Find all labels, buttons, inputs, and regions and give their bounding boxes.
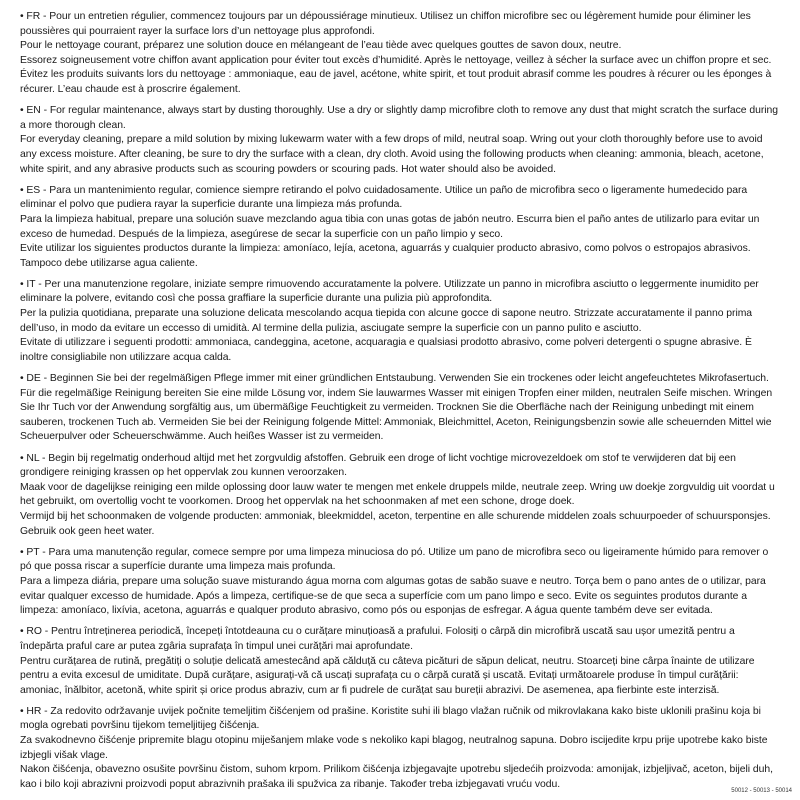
nl-paragraph-1: • NL - Begin bij regelmatig onderhoud altijd met het zorgvuldig afstoffen. Gebruik een droge of licht vochtige microvezeldoek om stof te verwijderen dat bij een grondigere reiniging krassen op het oppervlak zou kunnen veroorzaken. <box>20 452 736 479</box>
it-paragraph-3: Evitate di utilizzare i seguenti prodotti: ammoniaca, candeggina, acetone, acquaragia e qualsiasi prodotto abrasivo, come polveri detergenti o spugne abrasive. È inoltre consigliabile non utilizzare acqua calda. <box>20 337 752 363</box>
nl-paragraph-3: Vermijd bij het schoonmaken de volgende producten: ammoniak, bleekmiddel, aceton, terpentine en alle schurende middelen zoals schuurpoeder of schuursponsjes. Gebruik ook geen heet water. <box>20 510 771 537</box>
es-paragraph-3: Evite utilizar los siguientes productos durante la limpieza: amoníaco, lejía, acetona, aguarrás y cualquier producto abrasivo, como polvos o estropajos abrasivos. Tampoco debe utilizarse agua caliente. <box>20 243 751 269</box>
section-de <box>20 372 780 445</box>
es-paragraph-1: • ES - Para un mantenimiento regular, comience siempre retirando el polvo cuidadosamente. Utilice un paño de microfibra seco o ligeramente humedecido para eliminar el polvo que pudiera rayar la superficie durante una limpieza más profunda. <box>20 184 748 211</box>
instructions-document <box>20 10 780 799</box>
section-nl <box>20 452 780 540</box>
section-hr <box>20 705 780 793</box>
section-en <box>20 104 780 177</box>
it-paragraph-2: Per la pulizia quotidiana, preparate una soluzione delicata mescolando acqua tiepida con alcune gocce di sapone neutro. Strizzate accuratamente il panno prima dell’uso, in modo da evitare un eccesso di umidità. Al termine della pulizia, asciugate sempre la superficie con un panno pulito e asciutto. <box>20 308 753 334</box>
section-fr <box>20 10 780 98</box>
fr-paragraph-3: Essorez soigneusement votre chiffon avant application pour éviter tout excès d’humidité. Après le nettoyage, veillez à sécher la surface avec un chiffon propre et sec. Évitez les produits suivants lors du nettoyage : ammoniaque, eau de javel, acétone, white spirit, et tout produit abrasif comme les poudres à récurer ou les éponges à récurer. L’eau chaude est à proscrire également. <box>20 54 772 95</box>
fr-paragraph-1: • FR - Pour un entretien régulier, commencez toujours par un dépoussiérage minutieux. Utilisez un chiffon microfibre sec ou légèrement humide pour éliminer les poussières qui pourraient rayer la surface lors d’un nettoyage plus approfondi. <box>20 11 751 37</box>
nl-paragraph-2: Maak voor de dagelijkse reiniging een milde oplossing door lauw water te mengen met enkele druppels milde, neutrale zeep. Wring uw doekje zorgvuldig uit voordat u het gebruikt, om overtollig vocht te voorkomen. Droog het oppervlak na het schoonmaken af met een schone, droge doek. <box>20 481 775 508</box>
section-ro <box>20 625 780 698</box>
ro-paragraph-1: • RO - Pentru întreținerea periodică, începeți întotdeauna cu o curățare minuțioasă a prafului. Folosiți o cârpă din microfibră uscată sau ușor umezită pentru a îndepărta praful care ar putea zgâria suprafața în timpul unei curățări mai aprofundate. <box>20 626 735 652</box>
pt-paragraph-1: • PT - Para uma manutenção regular, comece sempre por uma limpeza minuciosa do pó. Utilize um pano de microfibra seco ou ligeiramente húmido para remover o pó que possa riscar a superfície durante uma limpeza mais profunda. <box>20 546 769 573</box>
de-paragraph-1: • DE - Beginnen Sie bei der regelmäßigen Pflege immer mit einer gründlichen Entstaubung. Verwenden Sie ein trockenes oder leicht angefeuchtetes Mikrofasertuch. <box>20 373 769 385</box>
section-es <box>20 184 780 272</box>
fr-paragraph-2: Pour le nettoyage courant, préparez une solution douce en mélangeant de l’eau tiède avec quelques gouttes de savon doux, neutre. <box>20 40 622 52</box>
product-codes-footer: 50012 - 50013 - 50014 <box>731 788 792 794</box>
pt-paragraph-2: Para a limpeza diária, prepare uma solução suave misturando água morna com algumas gotas de sabão suave e neutro. Torça bem o pano antes de o utilizar, para evitar qualquer excesso de humidade. Após a limpeza, certifique-se de que seca a superfície com um pano limpo e seco. Evite os seguintes produtos durante a limpeza: amoníaco, lixívia, acetona, aguarrás e qualquer produto abrasivo, como pós ou esponjas de esfregar. A água quente também deve ser evitada. <box>20 575 766 617</box>
section-it <box>20 278 780 366</box>
hr-paragraph-1: • HR - Za redovito održavanje uvijek počnite temeljitim čišćenjem od prašine. Koristite suhi ili blago vlažan ručnik od mikrovlakana kako biste uklonili prašinu koja bi mogla ogrebati površinu tijekom temeljitijeg čišćenja. <box>20 705 761 732</box>
en-paragraph-2: For everyday cleaning, prepare a mild solution by mixing lukewarm water with a few drops of mild, neutral soap. Wring out your cloth thoroughly before use to avoid any excess moisture. After cleaning, be sure to dry the surface with a clean, dry cloth. Avoid using the following products when cleaning: ammonia, bleach, acetone, white spirit, and any abrasive products such as scouring powders or scouring pads. Hot water should also be avoided. <box>20 134 764 175</box>
en-paragraph-1: • EN - For regular maintenance, always start by dusting thoroughly. Use a dry or slightly damp microfibre cloth to remove any dust that might scratch the surface during a more thorough clean. <box>20 105 778 131</box>
es-paragraph-2: Para la limpieza habitual, prepare una solución suave mezclando agua tibia con unas gotas de jabón neutro. Escurra bien el paño antes de utilizarlo para evitar un exceso de humedad. Después de la limpieza, asegúrese de secar la superficie con un paño limpio y seco. <box>20 213 760 240</box>
hr-paragraph-3: Nakon čišćenja, obavezno osušite površinu čistom, suhom krpom. Prilikom čišćenja izbjegavajte upotrebu sljedećih proizvoda: amonijak, izbjeljivač, aceton, bijeli duh, kao i bilo koji abrazivni proizvodi poput abrazivnih prašaka ili spužvica za ribanje. Također treba izbjegavati vruću vodu. <box>20 764 773 790</box>
de-paragraph-2: Für die regelmäßige Reinigung bereiten Sie eine milde Lösung vor, indem Sie lauwarmes Wasser mit einigen Tropfen einer milden, neutralen Seife mischen. Wringen Sie Ihr Tuch vor der Anwendung sorgfältig aus, um übermäßige Feuchtigkeit zu vermeiden. Trocknen Sie die Oberfläche nach der Reinigung unbedingt mit einem sauberen, trockenen Tuch ab. Vermeiden Sie bei der Reinigung folgende Mittel: Ammoniak, Bleichmittel, Aceton, Reinigungsbenzin sowie alle scheuernden Mittel wie Scheuerpulver oder Scheuerschwämme. Auch heißes Wasser ist zu vermeiden. <box>20 387 773 443</box>
it-paragraph-1: • IT - Per una manutenzione regolare, iniziate sempre rimuovendo accuratamente la polvere. Utilizzate un panno in microfibra asciutto o leggermente inumidito per eliminare la polvere, evitando così che possa graffiare la superficie durante una pulizia più approfondita. <box>20 278 759 305</box>
section-pt <box>20 546 780 619</box>
hr-paragraph-2: Za svakodnevno čišćenje pripremite blagu otopinu miješanjem mlake vode s nekoliko kapi blagog, neutralnog sapuna. Dobro iscijedite krpu prije upotrebe kako biste izbjegli višak vlage. <box>20 735 768 761</box>
ro-paragraph-2: Pentru curățarea de rutină, pregătiți o soluție delicată amestecând apă călduță cu câteva picături de săpun delicat, neutru. Stoarceți bine cârpa înainte de utilizare pentru a evita excesul de umiditate. După curățare, asigurați-vă că uscați suprafața cu o cârpă curată și uscată. Evitați următoarele produse în timpul curățării: amoniac, înălbitor, acetonă, white spirit și orice produs abraziv, cum ar fi pudrele de curățat sau bureții abrazivi. De asemenea, apa fierbinte este interzisă. <box>20 655 755 696</box>
